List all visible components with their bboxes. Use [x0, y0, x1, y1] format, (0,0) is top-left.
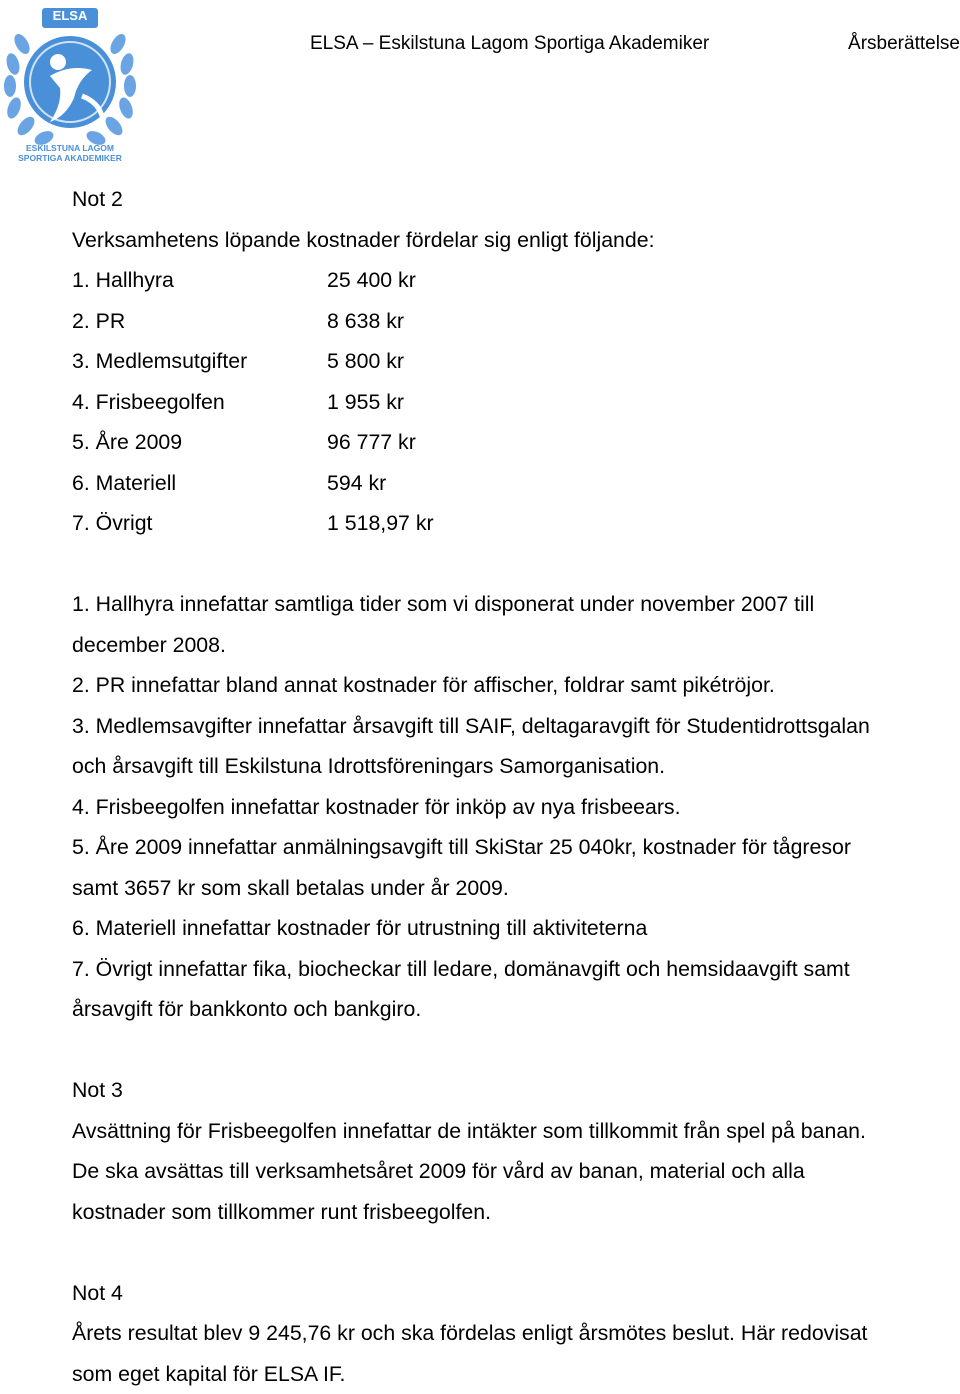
not2-intro: Verksamhetens löpande kostnader fördelar sig enligt följande: — [72, 220, 958, 261]
cost-amount: 96 777 kr — [327, 422, 416, 463]
cost-row — [72, 422, 958, 463]
logo-bottom-text-1: ESKILSTUNA LAGOM — [14, 143, 126, 153]
cost-name: 1. Hallhyra — [72, 260, 327, 301]
not4-heading: Not 4 — [72, 1273, 958, 1314]
cost-row — [72, 341, 958, 382]
explanation-line: och årsavgift till Eskilstuna Idrottsföreningars Samorganisation. — [72, 746, 958, 787]
explanation-line: 2. PR innefattar bland annat kostnader för affischer, foldrar samt pikétröjor. — [72, 665, 958, 706]
not4-text-line: som eget kapital för ELSA IF. — [72, 1354, 958, 1394]
cost-name: 6. Materiell — [72, 463, 327, 504]
cost-list — [72, 260, 958, 544]
cost-explanations — [72, 584, 958, 1030]
header-document-type: Årsberättelse — [848, 33, 960, 55]
spacer — [72, 544, 958, 585]
cost-amount: 5 800 kr — [327, 341, 404, 382]
spacer — [72, 1232, 958, 1273]
not3-heading: Not 3 — [72, 1070, 958, 1111]
elsa-laurel-logo-icon — [0, 4, 140, 166]
cost-name: 3. Medlemsutgifter — [72, 341, 327, 382]
explanation-line: samt 3657 kr som skall betalas under år 2009. — [72, 868, 958, 909]
header-title: ELSA – Eskilstuna Lagom Sportiga Akademiker — [310, 33, 709, 55]
cost-amount: 1 518,97 kr — [327, 503, 434, 544]
spacer — [72, 1030, 958, 1071]
explanation-line: 5. Åre 2009 innefattar anmälningsavgift till SkiStar 25 040kr, kostnader för tågresor — [72, 827, 958, 868]
logo-bottom-text-2: SPORTIGA AKADEMIKER — [14, 153, 126, 163]
cost-amount: 1 955 kr — [327, 382, 404, 423]
not3-text-line: De ska avsättas till verksamhetsåret 2009 för vård av banan, material och alla — [72, 1151, 958, 1192]
not3-text-line: Avsättning för Frisbeegolfen innefattar de intäkter som tillkommit från spel på banan. — [72, 1111, 958, 1152]
explanation-line: årsavgift för bankkonto och bankgiro. — [72, 989, 958, 1030]
page-header — [0, 0, 960, 170]
explanation-line: 4. Frisbeegolfen innefattar kostnader för inköp av nya frisbeears. — [72, 787, 958, 828]
cost-amount: 8 638 kr — [327, 301, 404, 342]
document-body — [72, 179, 958, 1394]
cost-row — [72, 382, 958, 423]
cost-name: 2. PR — [72, 301, 327, 342]
explanation-line: 3. Medlemsavgifter innefattar årsavgift till SAIF, deltagaravgift för Studentidrottsgalan — [72, 706, 958, 747]
cost-row — [72, 260, 958, 301]
cost-name: 4. Frisbeegolfen — [72, 382, 327, 423]
cost-row — [72, 503, 958, 544]
explanation-line: 1. Hallhyra innefattar samtliga tider som vi disponerat under november 2007 till — [72, 584, 958, 625]
cost-name: 5. Åre 2009 — [72, 422, 327, 463]
not2-heading: Not 2 — [72, 179, 958, 220]
logo-top-text: ELSA — [50, 8, 90, 23]
cost-row — [72, 463, 958, 504]
explanation-line: 6. Materiell innefattar kostnader för utrustning till aktiviteterna — [72, 908, 958, 949]
not3-text-line: kostnader som tillkommer runt frisbeegolfen. — [72, 1192, 958, 1233]
not4-text-line: Årets resultat blev 9 245,76 kr och ska fördelas enligt årsmötes beslut. Här redovisat — [72, 1313, 958, 1354]
cost-amount: 25 400 kr — [327, 260, 416, 301]
cost-amount: 594 kr — [327, 463, 386, 504]
cost-row — [72, 301, 958, 342]
explanation-line: 7. Övrigt innefattar fika, biocheckar till ledare, domänavgift och hemsidaavgift samt — [72, 949, 958, 990]
explanation-line: december 2008. — [72, 625, 958, 666]
cost-name: 7. Övrigt — [72, 503, 327, 544]
